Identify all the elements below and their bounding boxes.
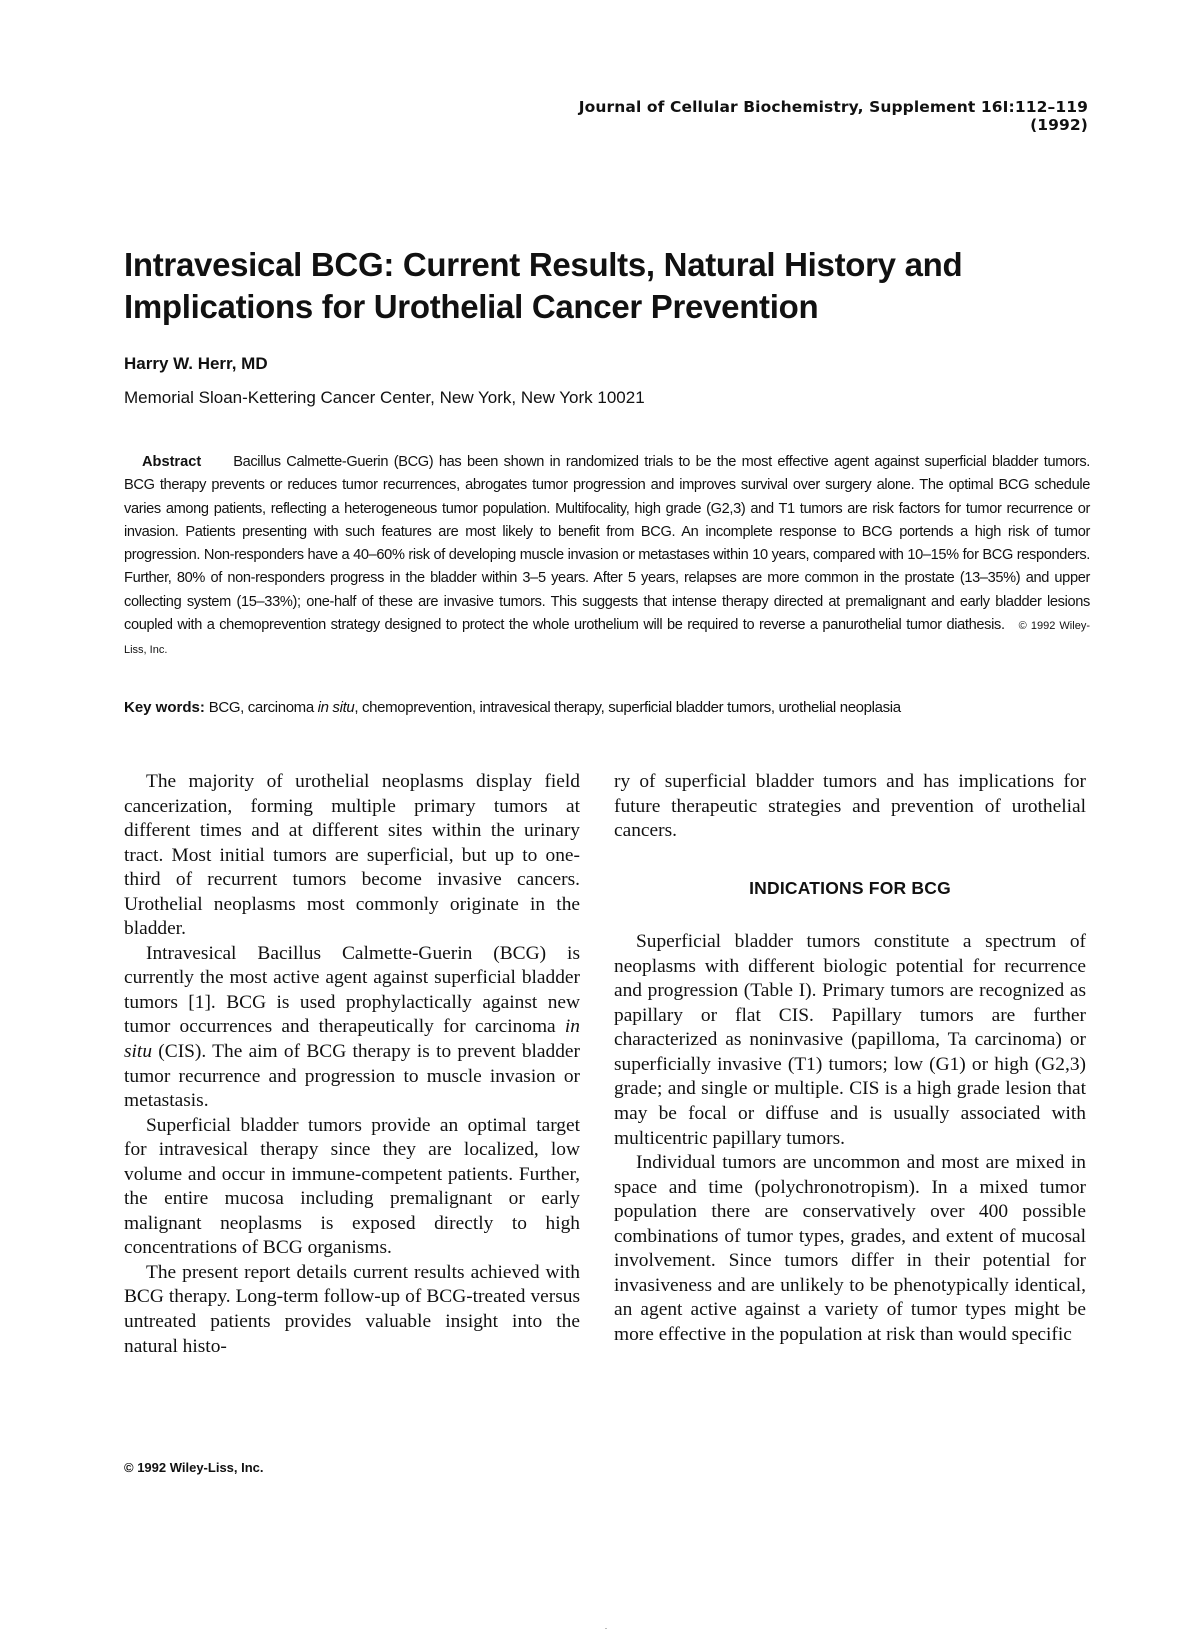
keywords	[124, 699, 1094, 716]
keywords-text-1: BCG, carcinoma	[208, 699, 318, 716]
keywords-text-2: , chemoprevention, intravesical therapy, superficial bladder tumors, urothelial neoplasia	[354, 699, 901, 716]
running-head: Journal of Cellular Biochemistry, Supplement 16I:112–119 (1992)	[578, 98, 1088, 134]
scan-artifact	[605, 1628, 607, 1629]
paragraph	[124, 942, 580, 1114]
body-left-column	[124, 770, 580, 1359]
paragraph-continuation: ry of superficial bladder tumors and has implications for future therapeutic strategies and prevention of urothelial cancers.	[614, 771, 1086, 842]
paragraph: Superficial bladder tumors provide an optimal target for intravesical therapy since they are localized, low volume and occur in immune-competent patients. Further, the entire mucosa including premalignant or early malignant neoplasms is exposed directly to high concentrations of BCG organisms.	[124, 1114, 580, 1259]
section-heading: INDICATIONS FOR BCG	[749, 877, 951, 898]
paragraph: Superficial bladder tumors constitute a spectrum of neoplasms with different biologic potential for recurrence and progression (Table I). Primary tumors are recognized as papillary or flat CIS. Papillary tumors are further characterized as noninvasive (papilloma, Ta carcinoma) or superficially invasive (T1) tumors; low (G1) or high (G2,3) grade; and single or multiple. CIS is a high grade lesion that may be focal or diffuse and is usually associated with multicentric papillary tumors.	[614, 931, 1086, 1149]
abstract-label: Abstract	[142, 454, 202, 470]
abstract-copyright: © 1992 Wiley-Liss, Inc.	[124, 620, 1090, 657]
body-right-column	[614, 770, 1086, 1347]
paragraph: The majority of urothelial neoplasms display field cancerization, forming multiple primary tumors at different times and at different sites within the urinary tract. Most initial tumors are superficial, but up to one-third of recurrent tumors become invasive cancers. Urothelial neoplasms most commonly originate in the bladder.	[124, 771, 580, 940]
paragraph: The present report details current results achieved with BCG therapy. Long-term follow-up of BCG-treated versus untreated patients provides valuable insight into the natural histo-	[124, 1261, 580, 1357]
abstract	[124, 451, 1090, 663]
keywords-label: Key words:	[124, 699, 205, 716]
author-name: Harry W. Herr, MD	[124, 354, 268, 373]
paragraph-text: Intravesical Bacillus Calmette-Guerin (BCG) is currently the most active agent against superficial bladder tumors [1]. BCG is used prophylactically against new tumor occurrences and therapeutically for carcinoma	[124, 942, 580, 1038]
keywords-italic: in situ	[317, 699, 355, 716]
author-affiliation: Memorial Sloan-Kettering Cancer Center, New York, New York 10021	[124, 388, 645, 407]
article-title: Intravesical BCG: Current Results, Natural History and Implications for Urothelial Cancer Prevention	[124, 246, 963, 325]
paragraph-italic: in situ	[124, 1016, 580, 1063]
footer-copyright: © 1992 Wiley-Liss, Inc.	[124, 1460, 264, 1475]
abstract-text: Bacillus Calmette-Guerin (BCG) has been shown in randomized trials to be the most effective agent against superficial bladder tumors. BCG therapy prevents or reduces tumor recurrences, abrogates tumor progression and improves survival over surgery alone. The optimal BCG schedule varies among patients, reflecting a heterogeneous tumor population. Multifocality, high grade (G2,3) and T1 tumors are risk factors for tumor recurrence or invasion. Patients presenting with such features are most likely to benefit from BCG. An incomplete response to BCG portends a high risk of tumor progression. Non-responders have a 40–60% risk of developing muscle invasion or metastases within 10 years, compared with 10–15% for BCG responders. Further, 80% of non-responders progress in the bladder within 3–5 years. After 5 years, relapses are more common in the prostate (13–35%) and upper collecting system (15–33%); one-half of these are invasive tumors. This suggests that intense therapy directed at premalignant and early bladder lesions coupled with a chemoprevention strategy designed to protect the whole urothelium will be required to reverse a panurothelial tumor diathesis.	[124, 454, 1090, 634]
paragraph: Individual tumors are uncommon and most are mixed in space and time (polychronotropism). In a mixed tumor population there are conservatively over 400 possible combinations of tumor types, grades, and extent of mucosal involvement. Since tumors differ in their potential for invasiveness and are unlikely to be phenotypically identical, an agent active against a variety of tumor types might be more effective in the population at risk than would specific	[614, 1152, 1086, 1345]
paragraph-text: (CIS). The aim of BCG therapy is to prevent bladder tumor recurrence and progression to muscle invasion or metastasis.	[124, 1041, 580, 1112]
